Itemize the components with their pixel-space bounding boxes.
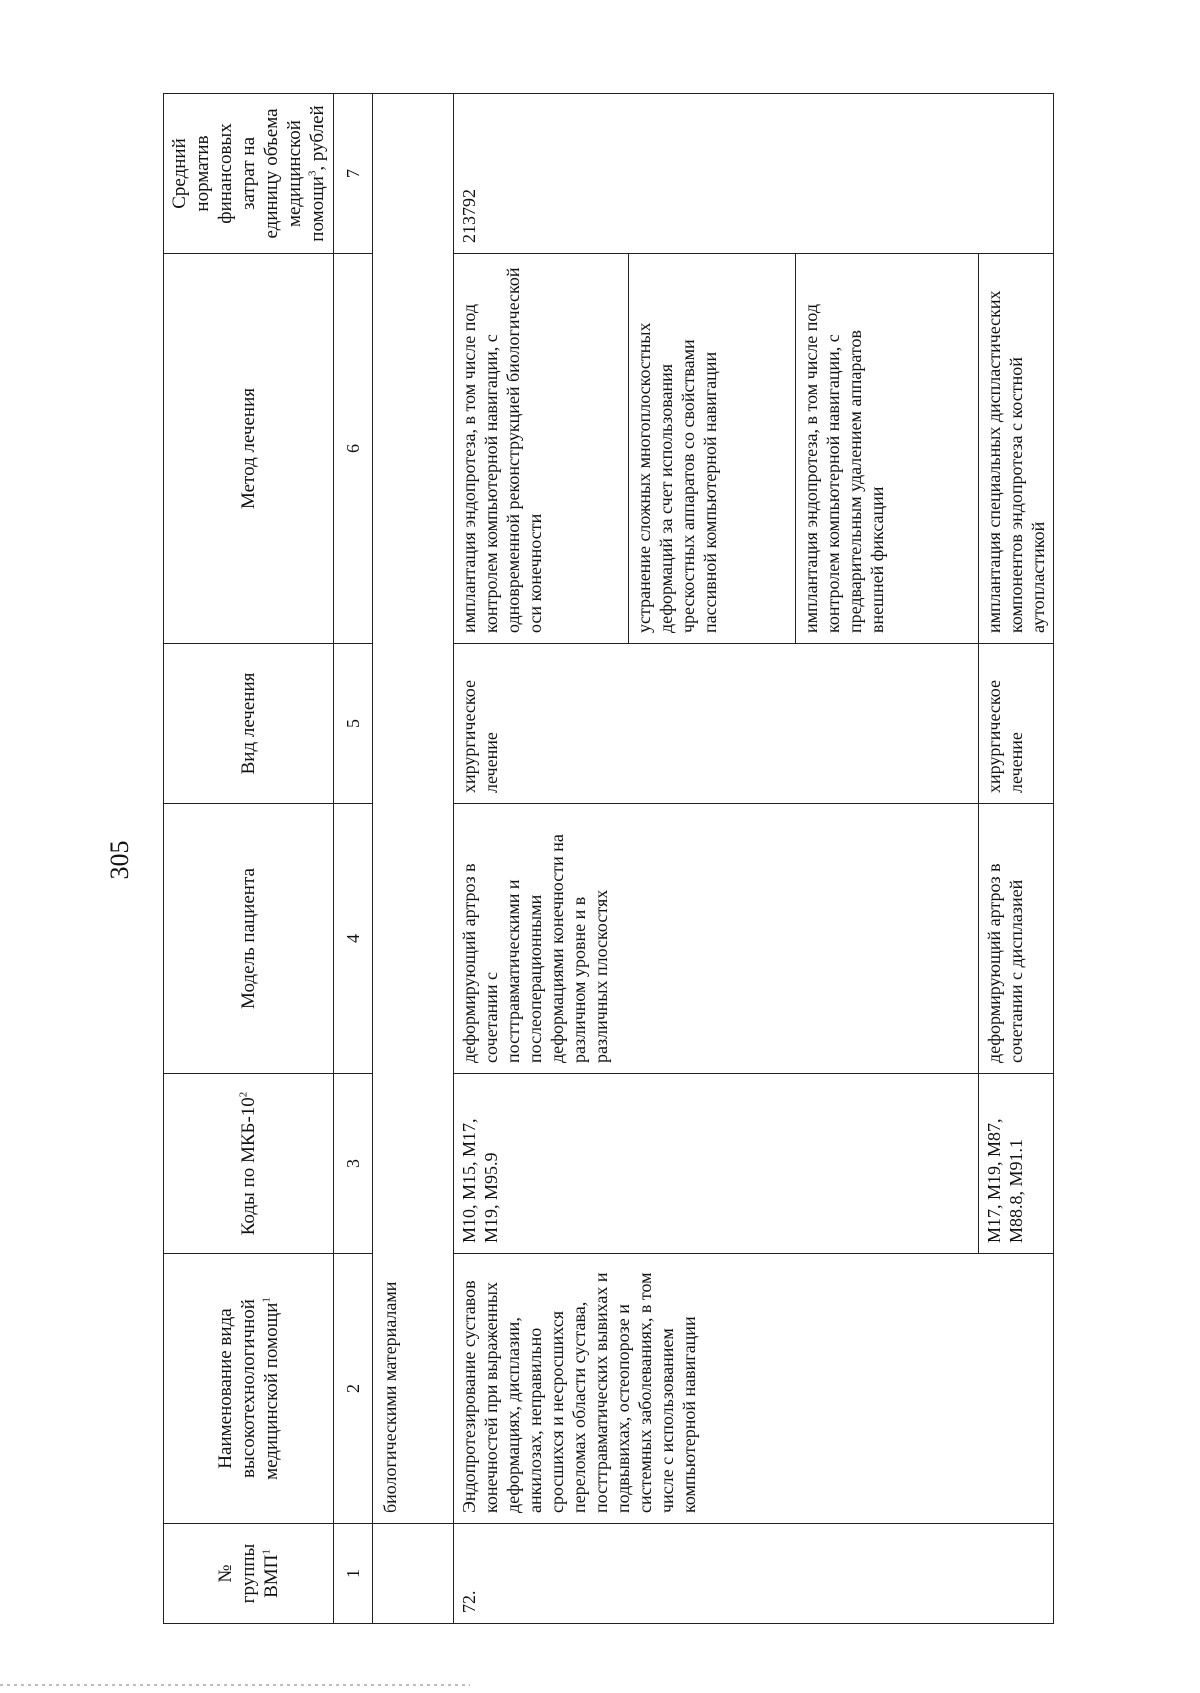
header-patient-model: Модель пациента	[164, 804, 334, 1074]
treatment-method: имплантация эндопротеза, в том числе под контролем компьютерной навигации, с предварительным удалением аппаратов внешней фиксации	[796, 254, 979, 644]
column-number: 6	[334, 254, 373, 644]
column-number: 5	[334, 644, 373, 804]
header-care-type: Наименование вида высокотехнологичной медицинской помощи$^1$	[164, 1254, 334, 1524]
section-continuation-row	[373, 94, 454, 1624]
column-number-row	[334, 94, 373, 1624]
patient-model: деформирующий артроз в сочетании с дисплазией	[979, 804, 1054, 1074]
header-group-number: № группы ВМП$^1$	[164, 1524, 334, 1624]
column-number: 4	[334, 804, 373, 1074]
vmp-table	[163, 93, 1054, 1624]
treatment-method: имплантация эндопротеза, в том числе под контролем компьютерной навигации, с одновременной реконструкцией биологической оси конечности	[454, 254, 629, 644]
patient-model: деформирующий артроз в сочетании с посттравматическими и послеоперационными деформациями конечности на различном уровне и в различных плоскостях	[454, 804, 979, 1074]
treatment-method: устранение сложных многоплоскостных деформаций за счет использования чрескостных аппаратов со свойствами пассивной компьютерной навигации	[629, 254, 796, 644]
treatment-type: хирургическое лечение	[454, 644, 979, 804]
column-number: 1	[334, 1524, 373, 1624]
column-number: 2	[334, 1254, 373, 1524]
treatment-method: имплантация специальных диспластических компонентов эндопротеза с костной аутопластикой	[979, 254, 1054, 644]
icd-codes: M10, M15, M17, M19, M95.9	[454, 1074, 979, 1254]
treatment-type: хирургическое лечение	[979, 644, 1054, 804]
icd-codes: M17, M19, M87, M88.8, M91.1	[979, 1074, 1054, 1254]
care-type-name: Эндопротезирование суставов конечностей при выраженных деформациях, дисплазии, анкилозах, неправильно сросшихся и несросшихся переломах области сустава, посттравматических вывихах и подвывихах, остеопорозе и системных заболеваниях, в том числе с использованием компьютерной навигации	[454, 1254, 1054, 1524]
table-row	[454, 94, 629, 1624]
column-number: 3	[334, 1074, 373, 1254]
column-number: 7	[334, 94, 373, 254]
header-cost-norm: Средний норматив финансовых затрат на единицу объема медицинской помощи$^3$, рублей	[164, 94, 334, 254]
header-treatment-type: Вид лечения	[164, 644, 334, 804]
header-treatment-method: Метод лечения	[164, 254, 334, 644]
empty-cell	[373, 1524, 454, 1624]
page-number: 305	[105, 840, 134, 880]
header-row	[164, 94, 334, 1624]
group-number: 72.	[454, 1524, 1054, 1624]
cost-norm: 213792	[454, 94, 1054, 254]
section-continuation-text: биологическими материалами	[373, 94, 454, 1524]
scan-artifact-line	[0, 1684, 470, 1686]
header-icd-codes: Коды по МКБ-$10^2$	[164, 1074, 334, 1254]
rotated-table-sheet	[163, 94, 1090, 1624]
